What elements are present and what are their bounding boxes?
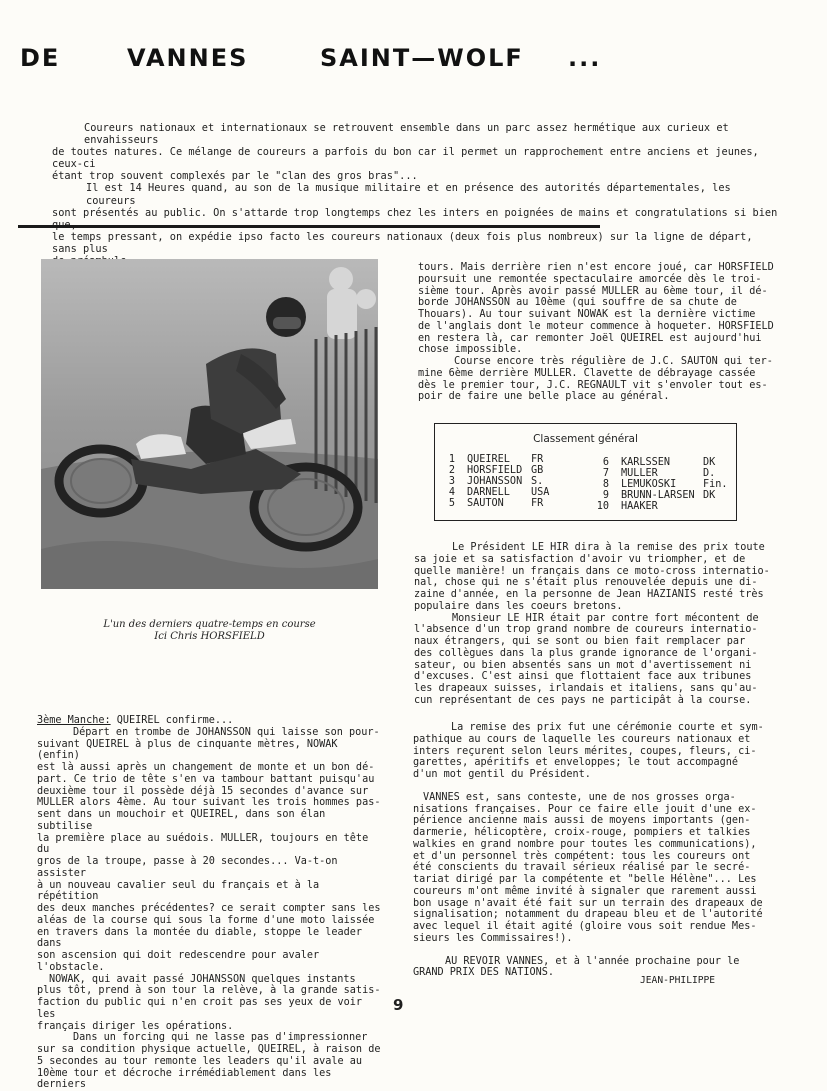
text-line: suivant QUEIREL à plus de cinquante mètres, NOWAK (enfin) — [37, 739, 382, 763]
caption-line: L'un des derniers quatre-temps en course — [41, 619, 378, 631]
headline-word-de: DE — [20, 44, 60, 72]
rider-country: FR — [531, 454, 543, 465]
text-line: gros de la troupe, passe à 20 secondes... Va-t-on assister — [37, 856, 382, 880]
text-line: en restera là, car remonter Joël QUEIREL est aujourd'hui — [418, 333, 774, 345]
text-line: Le Président LE HIR dira à la remise des prix toute — [414, 542, 770, 554]
article-headline — [20, 44, 620, 80]
rider-name: MULLER — [621, 468, 658, 479]
text-line: zaine d'année, en la personne de Jean HAZIANIS resté très — [414, 589, 770, 601]
text-line: sième tour. Après avoir passé MULLER au 6ème tour, il dé- — [418, 286, 774, 298]
text-line: son ascension qui doit redescendre pour avaler l'obstacle. — [37, 950, 382, 974]
rider-name: QUEIREL — [467, 454, 510, 465]
text-line: tours. Mais derrière rien n'est encore joué, car HORSFIELD — [418, 262, 774, 274]
text-line: darmerie, hélicoptère, croix-rouge, pompiers et talkies — [413, 827, 769, 839]
intro-line: Il est 14 Heures quand, au son de la musique militaire et en présence des autorités départementales, les coureurs — [52, 182, 782, 206]
text-line: NOWAK, qui avait passé JOHANSSON quelques instants — [37, 974, 382, 986]
text-line: de l'anglais dont le moteur commence à hoqueter. HORSFIELD — [418, 321, 774, 333]
text-line: Course encore très régulière de J.C. SAUTON qui ter- — [418, 356, 774, 368]
heading-text: QUEIREL confirme... — [111, 715, 234, 726]
text-line: français diriger les opérations. — [37, 1021, 382, 1033]
rider-name: JOHANSSON — [467, 476, 522, 487]
intro-line: sont présentés au public. On s'attarde trop longtemps chez les inters en poignées de mains et congratulations si bien — [52, 207, 782, 231]
text-line: garettes, apéritifs et enveloppes; le tout accompagné — [413, 757, 769, 769]
rank-position: 9 — [595, 490, 609, 501]
text-line: part. Ce trio de tête s'en va tambour battant puisqu'au — [37, 774, 382, 786]
rider-country: S. — [531, 476, 543, 487]
text-line: sieurs les Commissaires!). — [413, 933, 769, 945]
rider-country: FR — [531, 498, 543, 509]
text-line: naux étrangers, qui se sont ou bien fait remplacer par — [414, 636, 770, 648]
headline-word-vannes: VANNES — [127, 44, 248, 72]
rank-position: 2 — [441, 465, 455, 476]
text-line: et d'un personnel très compétent: tous les coureurs ont — [413, 851, 769, 863]
rank-position: 4 — [441, 487, 455, 498]
rank-position: 3 — [441, 476, 455, 487]
text-line: en travers dans la montée du diable, stoppe le leader dans — [37, 927, 382, 951]
rider-country: USA — [531, 487, 549, 498]
text-line: nisations françaises. Pour ce faire elle jouit d'une ex- — [413, 804, 769, 816]
rider-country: DK — [703, 457, 715, 468]
text-line: sent dans un mouchoir et QUEIREL, dans son élan subtilise — [37, 809, 382, 833]
classement-title: Classement général — [435, 433, 736, 445]
headline-ellipsis: ... — [568, 44, 601, 72]
text-line: les drapeaux suisses, irlandais et italiens, sans qu'au- — [414, 683, 770, 695]
rider-name: KARLSSEN — [621, 457, 670, 468]
rider-name: BRUNN-LARSEN — [621, 490, 695, 501]
intro-paragraph — [52, 122, 782, 267]
classement-general-table — [434, 423, 737, 521]
rank-position: 6 — [595, 457, 609, 468]
text-line: des deux manches précédentes? ce serait compter sans les — [37, 903, 382, 915]
rider-name: HORSFIELD — [467, 465, 522, 476]
text-line: faction du public qui n'en croit pas ses yeux de voir les — [37, 997, 382, 1021]
text-line: 5 secondes au tour remonte les leaders qu'il avale au — [37, 1056, 382, 1068]
photo-caption — [41, 619, 378, 643]
text-line: AU REVOIR VANNES, et à l'année prochaine pour le — [413, 956, 769, 968]
text-line: 10ème tour et décroche irrémédiablement dans les derniers — [37, 1068, 382, 1091]
text-line: l'absence d'un trop grand nombre de coureurs internatio- — [414, 624, 770, 636]
text-line: la première place au suédois. MULLER, toujours en tête du — [37, 833, 382, 857]
text-line: sa joie et sa satisfaction d'avoir vu triompher, et de — [414, 554, 770, 566]
text-line: dès le premier tour, J.C. REGNAULT vit s'envoler tout es- — [418, 380, 774, 392]
text-line: chose impossible. — [418, 344, 774, 356]
text-line: poir de faire une belle place au général. — [418, 391, 774, 403]
intro-line: de toutes natures. Ce mélange de coureurs a parfois du bon car il permet un rapprochement entre anciens et jeunes, ceux-ci — [52, 146, 782, 170]
headline-word-saint-wolf: SAINT—WOLF — [320, 44, 524, 72]
text-line: bon usage n'avait été fait sur un terrain des drapeaux de — [413, 898, 769, 910]
article-column-right-top — [418, 262, 774, 403]
text-line: coureurs m'ont même invité à signaler que rarement aussi — [413, 886, 769, 898]
text-line: est là aussi après un changement de monte et un bon dé- — [37, 762, 382, 774]
text-line: à un nouveau cavalier seul du français et à la répétition — [37, 880, 382, 904]
text-line: aléas de la course qui sous la forme d'une moto laissée — [37, 915, 382, 927]
rider-country: GB — [531, 465, 543, 476]
text-line: mine 6ème derrière MULLER. Clavette de débrayage cassée — [418, 368, 774, 380]
text-line: poursuit une remontée spectaculaire amorcée dès le troi- — [418, 274, 774, 286]
author-signature: JEAN-PHILIPPE — [640, 975, 715, 986]
text-line: deuxième tour il possède déjà 15 secondes d'avance sur — [37, 786, 382, 798]
rank-position: 1 — [441, 454, 455, 465]
text-line: walkies en grand nombre pour toutes les communications), — [413, 839, 769, 851]
text-line: borde JOHANSSON au 10ème (qui souffre de sa chute de — [418, 297, 774, 309]
rank-position: 8 — [595, 479, 609, 490]
text-line: quelle manière! un français dans ce moto-cross internatio- — [414, 566, 770, 578]
text-line: Départ en trombe de JOHANSSON qui laisse son pour- — [37, 727, 382, 739]
text-line: sur sa condition physique actuelle, QUEIREL, à raison de — [37, 1044, 382, 1056]
race-photo — [41, 259, 378, 589]
rider-name: SAUTON — [467, 498, 504, 509]
intro-line: étant trop souvent complexés par le "clan des gros bras"... — [52, 170, 782, 182]
rider-country: D. — [703, 468, 715, 479]
caption-line: Ici Chris HORSFIELD — [41, 631, 378, 643]
intro-line: Coureurs nationaux et internationaux se retrouvent ensemble dans un parc assez hermétique aux curieux et envahisseurs — [52, 122, 782, 146]
text-line: périence ancienne mais aussi de moyens importants (gen- — [413, 815, 769, 827]
text-line: inters reçurent selon leurs mérites, coupes, fleurs, ci- — [413, 746, 769, 758]
text-line: des collègues dans la plus grande ignorance de l'organi- — [414, 648, 770, 660]
text-line: La remise des prix fut une cérémonie courte et sym- — [413, 722, 769, 734]
text-line: nal, chose qui ne s'était plus renouvelée depuis une di- — [414, 577, 770, 589]
text-line: Dans un forcing qui ne lasse pas d'impressionner — [37, 1032, 382, 1044]
intro-line: le temps pressant, on expédie ipso facto les coureurs nationaux (deux fois plus nombreux) sur la ligne de départ, sans plus — [52, 231, 782, 255]
article-column-right-bottom — [413, 722, 769, 979]
rank-position: 7 — [595, 468, 609, 479]
rider-country: Fin. — [703, 479, 728, 490]
article-column-right-middle — [414, 542, 770, 707]
text-line: été conscients du travail sérieux réalisé par le secré- — [413, 862, 769, 874]
page-number: 9 — [393, 996, 403, 1014]
text-line: tariat dirigé par la compétente et "belle Hélène"... Les — [413, 874, 769, 886]
rider-name: LEMUKOSKI — [621, 479, 676, 490]
heading-label: 3ème Manche: — [37, 715, 111, 726]
text-line: pathique au cours de laquelle les coureurs nationaux et — [413, 734, 769, 746]
text-line: plus tôt, prend à son tour la relève, à la grande satis- — [37, 985, 382, 997]
section-divider — [18, 225, 600, 228]
text-line: Thouars). Au tour suivant NOWAK est la dernière victime — [418, 309, 774, 321]
text-line: avec lequel il était agité (gloire vous soit rendue Mes- — [413, 921, 769, 933]
text-line: sateur, ou bien absentés sans un mot d'avertissement ni — [414, 660, 770, 672]
rank-position: 10 — [595, 501, 609, 512]
text-line: cun représentant de ces pays ne participât à la course. — [414, 695, 770, 707]
rank-position: 5 — [441, 498, 455, 509]
text-line: d'un mot gentil du Président. — [413, 769, 769, 781]
rider-name: HAAKER — [621, 501, 658, 512]
article-column-left — [37, 715, 382, 1091]
section-heading — [37, 715, 382, 727]
text-line: MULLER alors 4ème. Au tour suivant les trois hommes pas- — [37, 797, 382, 809]
rider-name: DARNELL — [467, 487, 510, 498]
rider-country: DK — [703, 490, 715, 501]
text-line: populaire dans les coeurs bretons. — [414, 601, 770, 613]
text-line: GRAND PRIX DES NATIONS. — [413, 967, 769, 979]
text-line: VANNES est, sans conteste, une de nos grosses orga- — [413, 792, 769, 804]
text-line: Monsieur LE HIR était par contre fort mécontent de — [414, 613, 770, 625]
text-line: d'excuses. C'est ainsi que flottaient face aux tribunes — [414, 671, 770, 683]
text-line: signalisation; notamment du drapeau bleu et de l'autorité — [413, 909, 769, 921]
